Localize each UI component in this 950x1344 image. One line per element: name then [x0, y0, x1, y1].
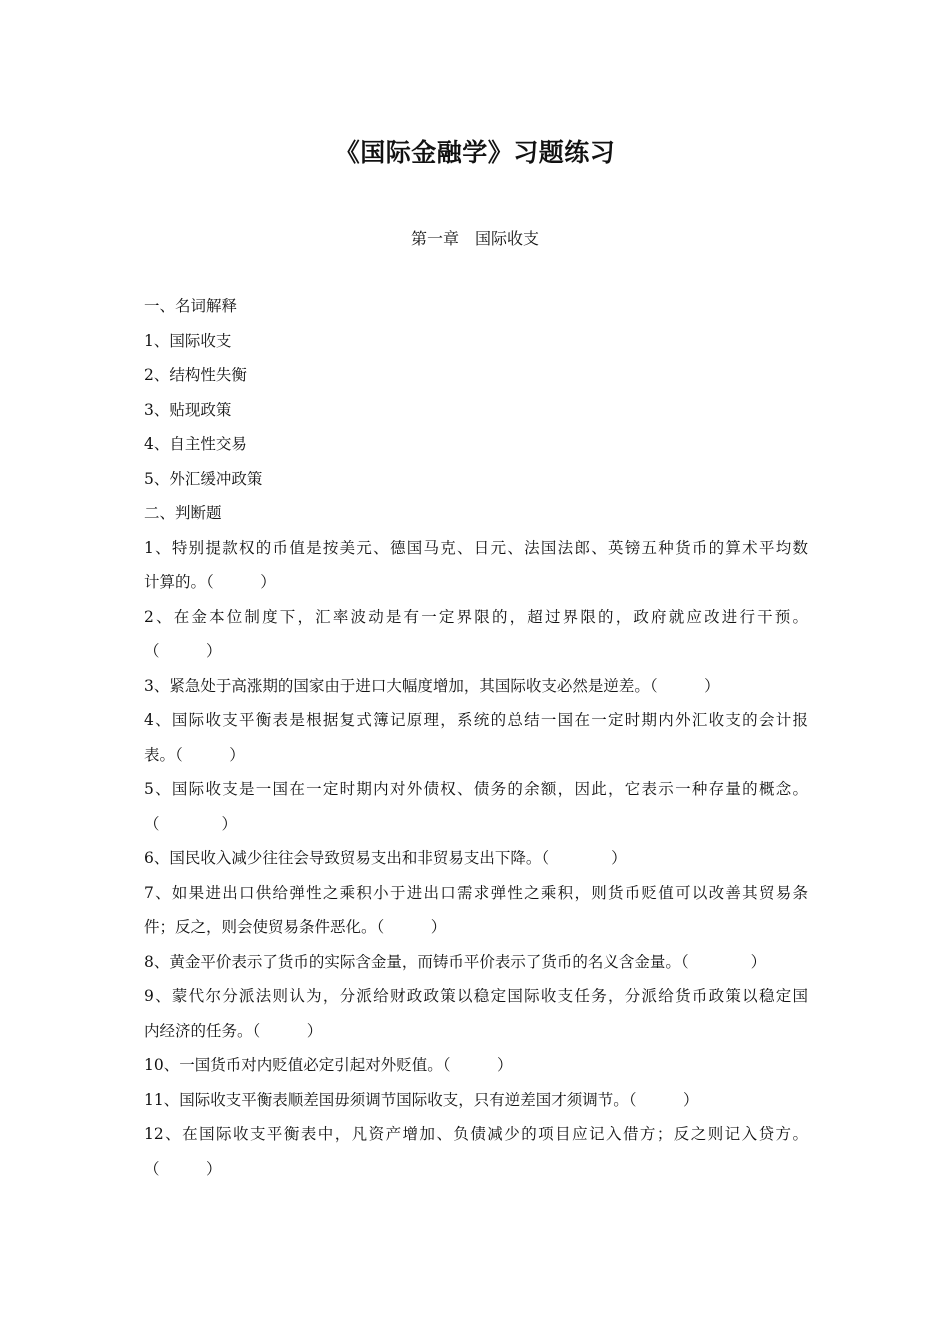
- answer-blank: （ ）: [144, 814, 238, 833]
- term-item: 4、自主性交易: [144, 435, 247, 453]
- section-heading-true-false: 二、判断题: [144, 504, 222, 522]
- answer-blank: （ ）: [144, 1159, 222, 1178]
- question-line: 7、如果进出口供给弹性之乘积小于进出口需求弹性之乘积，则货币贬值可以改善其贸易条: [144, 883, 808, 902]
- question-line: 表。（ ）: [144, 745, 245, 764]
- question-line: 4、国际收支平衡表是根据复式簿记原理，系统的总结一国在一定时期内外汇收支的会计报: [144, 711, 808, 729]
- question-line: 1、特别提款权的币值是按美元、德国马克、日元、法国法郎、英镑五种货币的算术平均数: [144, 538, 808, 557]
- question-line: 12、在国际收支平衡表中，凡资产增加、负债减少的项目应记入借方；反之则记入贷方。: [144, 1125, 808, 1143]
- question-line: 11、国际收支平衡表顺差国毋须调节国际收支，只有逆差国才须调节。（ ）: [144, 1090, 699, 1109]
- question-line: 5、国际收支是一国在一定时期内对外债权、债务的余额，因此，它表示一种存量的概念。: [144, 780, 808, 798]
- question-line: 3、紧急处于高涨期的国家由于进口大幅度增加，其国际收支必然是逆差。（ ）: [144, 676, 720, 695]
- term-item: 2、结构性失衡: [144, 366, 247, 384]
- question-line: 6、国民收入减少往往会导致贸易支出和非贸易支出下降。（ ）: [144, 849, 627, 867]
- term-item: 1、国际收支: [144, 331, 232, 350]
- question-line: 2、在金本位制度下，汇率波动是有一定界限的，超过界限的，政府就应改进行干预。: [144, 607, 808, 626]
- term-item: 3、贴现政策: [144, 400, 232, 419]
- document-body: [144, 294, 808, 1191]
- document-title: 《国际金融学》习题练习: [334, 138, 616, 167]
- question-line: 9、蒙代尔分派法则认为，分派给财政政策以稳定国际收支任务，分派给货币政策以稳定国: [144, 987, 808, 1005]
- answer-blank: （ ）: [144, 642, 222, 660]
- section-heading-terms: 一、名词解释: [144, 297, 238, 315]
- question-line: 8、黄金平价表示了货币的实际含金量，而铸币平价表示了货币的名义含金量。（ ）: [144, 952, 767, 971]
- question-line: 10、一国货币对内贬值必定引起对外贬值。（ ）: [144, 1056, 513, 1074]
- question-line: 内经济的任务。（ ）: [144, 1021, 323, 1040]
- question-line: 件；反之，则会使贸易条件恶化。（ ）: [144, 918, 447, 936]
- question-line: 计算的。（ ）: [144, 573, 276, 591]
- term-item: 5、外汇缓冲政策: [144, 469, 263, 488]
- chapter-heading: 第一章 国际收支: [410, 229, 539, 248]
